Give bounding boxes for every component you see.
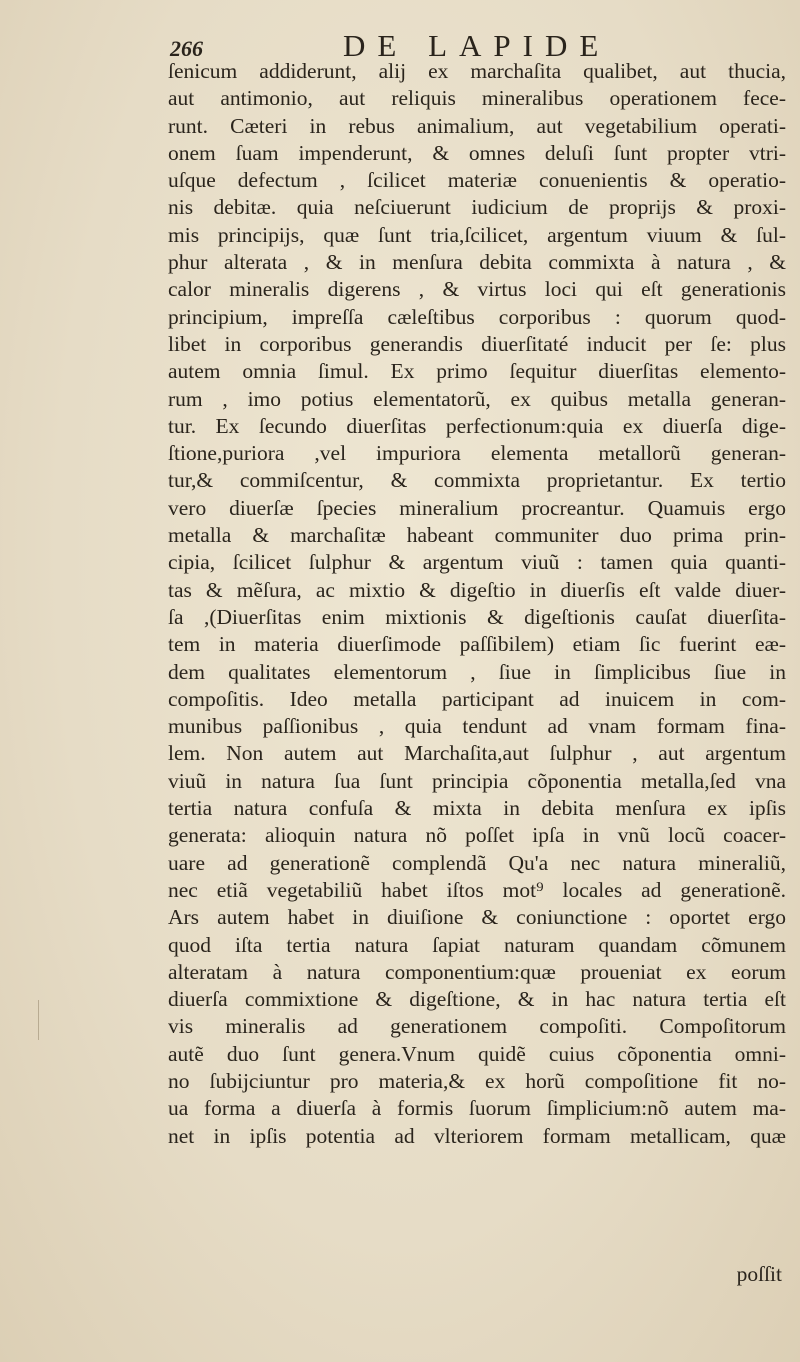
text-line: munibus paſſionibus , quia tendunt ad vnam formam fina- [168, 714, 786, 739]
text-line: generata: alioquin natura nõ poſſet ipſa in vnũ locũ coacer- [168, 823, 786, 848]
text-line: ſtione,puriora ,vel impuriora elementa metallorũ generan- [168, 441, 786, 466]
text-line: calor mineralis digerens , & virtus loci qui eſt generationis [168, 277, 786, 302]
body-text [168, 58, 786, 1150]
text-line: uare ad generationẽ complendã Qu'a nec natura mineraliũ, [168, 850, 786, 875]
text-line: autẽ duo ſunt genera.Vnum quidẽ cuius cõponentia omni- [168, 1041, 786, 1066]
text-line: tas & mẽſura, ac mixtio & digeſtio in diuerſis eſt valde diuer- [168, 577, 786, 602]
text-line: phur alterata , & in menſura debita commixta à natura , & [168, 250, 786, 275]
running-title: DE LAPIDE [343, 28, 611, 63]
text-line: runt. Cæteri in rebus animalium, aut vegetabilium operati- [168, 113, 786, 138]
text-line: cipia, ſcilicet ſulphur & argentum viuũ : tamen quia quanti- [168, 550, 786, 575]
text-line: tur,& commiſcentur, & commixta proprietantur. Ex tertio [168, 468, 786, 493]
text-line: diuerſa commixtione & digeſtione, & in hac natura tertia eſt [168, 987, 786, 1012]
text-line: dem qualitates elementorum , ſiue in ſimplicibus ſiue in [168, 659, 786, 684]
text-line: tem in materia diuerſimode paſſibilem) etiam ſic fuerint eæ- [168, 632, 786, 657]
text-line: quod iſta tertia natura ſapiat naturam quandam cõmunem [168, 932, 786, 957]
text-line: metalla & marchaſitæ habeant communiter duo prima prin- [168, 523, 786, 548]
text-line: ua forma a diuerſa à formis ſuorum ſimplicium:nõ autem ma- [168, 1096, 786, 1121]
text-line: vis mineralis ad generationem compoſiti. Compoſitorum [168, 1014, 786, 1039]
catchword: poſſit [736, 1262, 782, 1286]
text-line: viuũ in natura ſua ſunt principia cõponentia metalla,ſed vna [168, 768, 786, 793]
text-line: no ſubijciuntur pro materia,& ex horũ compoſitione fit no- [168, 1068, 786, 1093]
text-line: autem omnia ſimul. Ex primo ſequitur diuerſitas elemento- [168, 359, 786, 384]
page-number: 266 [170, 36, 203, 61]
text-line: ſenicum addiderunt, alij ex marchaſita qualibet, aut thucia, [168, 59, 786, 83]
text-line: uſque defectum , ſcilicet materiæ conuenientis & operatio- [168, 168, 786, 193]
text-line: alteratam à natura componentium:quæ proueniat ex eorum [168, 959, 786, 984]
text-line: libet in corporibus generandis diuerſitaté inducit per ſe: plus [168, 331, 786, 356]
text-line: mis principijs, quæ ſunt tria,ſcilicet, argentum viuum & ſul- [168, 222, 786, 247]
text-line: onem ſuam impenderunt, & omnes deluſi ſunt propter vtri- [168, 140, 786, 165]
text-line: Ars autem habet in diuiſione & coniunctione : oportet ergo [168, 905, 786, 930]
text-line: net in ipſis potentia ad vlteriorem formam metallicam, quæ [168, 1123, 786, 1148]
text-line: principium, impreſſa cæleſtibus corporibus : quorum quod- [168, 304, 786, 329]
text-line: vero diuerſæ ſpecies mineralium procreantur. Quamuis ergo [168, 495, 786, 520]
text-line: rum , imo potius elementatorũ, ex quibus metalla generan- [168, 386, 786, 411]
text-line: compoſitis. Ideo metalla participant ad inuicem in com- [168, 686, 786, 711]
margin-pencil-mark [38, 1000, 39, 1040]
text-line: lem. Non autem aut Marchaſita,aut ſulphur , aut argentum [168, 741, 786, 766]
text-line: nec etiã vegetabiliũ habet iſtos mot⁹ locales ad generationẽ. [168, 877, 786, 902]
text-line: nis debitæ. quia neſciuerunt iudicium de proprijs & proxi- [168, 195, 786, 220]
text-line: aut antimonio, aut reliquis mineralibus operationem fece- [168, 86, 786, 111]
text-line: tertia natura confuſa & mixta in debita menſura ex ipſis [168, 796, 786, 821]
text-line: ſa ,(Diuerſitas enim mixtionis & digeſtionis cauſat diuerſita- [168, 604, 786, 629]
text-line: tur. Ex ſecundo diuerſitas perfectionum:quia ex diuerſa dige- [168, 413, 786, 438]
